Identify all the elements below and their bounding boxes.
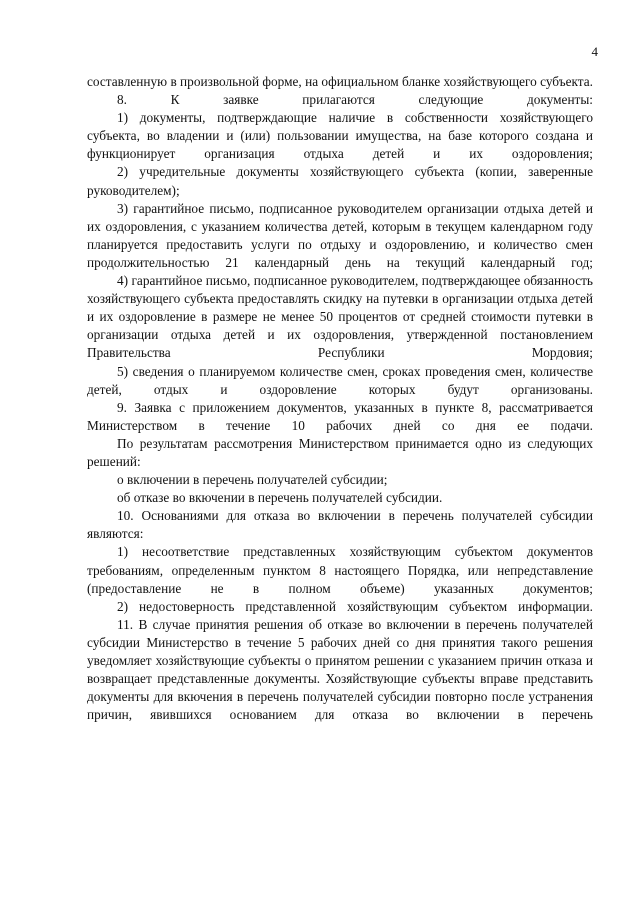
paragraph: 3) гарантийное письмо, подписанное руководителем организации отдыха детей и их оздоровления, с указанием количества детей, которым в текущем календарном году планируется предоставить услуги по отдыху и оздоровлению, и количество смен продолжительностью 21 календарный день на текущий календарный год;: [87, 200, 593, 270]
paragraph: 4) гарантийное письмо, подписанное руководителем, подтверждающее обязанность хозяйствующего субъекта предоставлять скидку на путевки в организации отдыха детей и их оздоровление в размере не менее 50 процентов от средней стоимости путевки в организации отдыха детей и их оздоровления, утвержденной постановлением Правительства Республики Мордовия;: [87, 273, 593, 361]
paragraph: об отказе во вкючении в перечень получателей субсидии.: [117, 490, 443, 506]
page-number: 4: [591, 44, 598, 59]
document-body: [87, 73, 593, 724]
paragraph: 1) несоответствие представленных хозяйствующим субъектом документов требованиям, определенным пунктом 8 настоящего Порядка, или непредставление (предоставление не в полном объеме) указанных документов;: [87, 544, 593, 596]
paragraph: 5) сведения о планируемом количестве смен, сроках проведения смен, количестве детей, отдых и оздоровление которых будут организованы.: [87, 363, 593, 397]
paragraph: 2) недостоверность представленной хозяйствующим субъектом информации.: [117, 598, 593, 614]
paragraph: о включении в перечень получателей субсидии;: [117, 472, 388, 488]
paragraph: 9. Заявка с приложением документов, указанных в пункте 8, рассматривается Министерством в течение 10 рабочих дней со дня ее подачи.: [87, 399, 593, 433]
paragraph: 10. Основаниями для отказа во включении в перечень получателей субсидии являются:: [87, 508, 593, 542]
paragraph: составленную в произвольной форме, на официальном бланке хозяйствующего субъекта.: [87, 74, 593, 89]
paragraph: 2) учредительные документы хозяйствующего субъекта (копии, заверенные руководителем);: [87, 164, 593, 198]
paragraph: 8. К заявке прилагаются следующие документы:: [117, 92, 593, 108]
paragraph: 1) документы, подтверждающие наличие в собственности хозяйствующего субъекта, во владении и (или) пользовании имущества, на базе которого создана и функционирует организация отдыха детей и их оздоровления;: [87, 110, 593, 162]
paragraph: 11. В случае принятия решения об отказе во включении в перечень получателей субсидии Министерство в течение 5 рабочих дней со дня принятия такого решения уведомляет хозяйствующие субъекты о принятом решении с указанием причин отказа и возвращает представленные документы. Хозяйствующие субъекты вправе представить документы для вкючения в перечень получателей субсидии повторно после устранения причин, явившихся основанием для отказа во включении в перечень: [87, 616, 593, 723]
paragraph: По результатам рассмотрения Министерством принимается одно из следующих решений:: [87, 435, 593, 469]
